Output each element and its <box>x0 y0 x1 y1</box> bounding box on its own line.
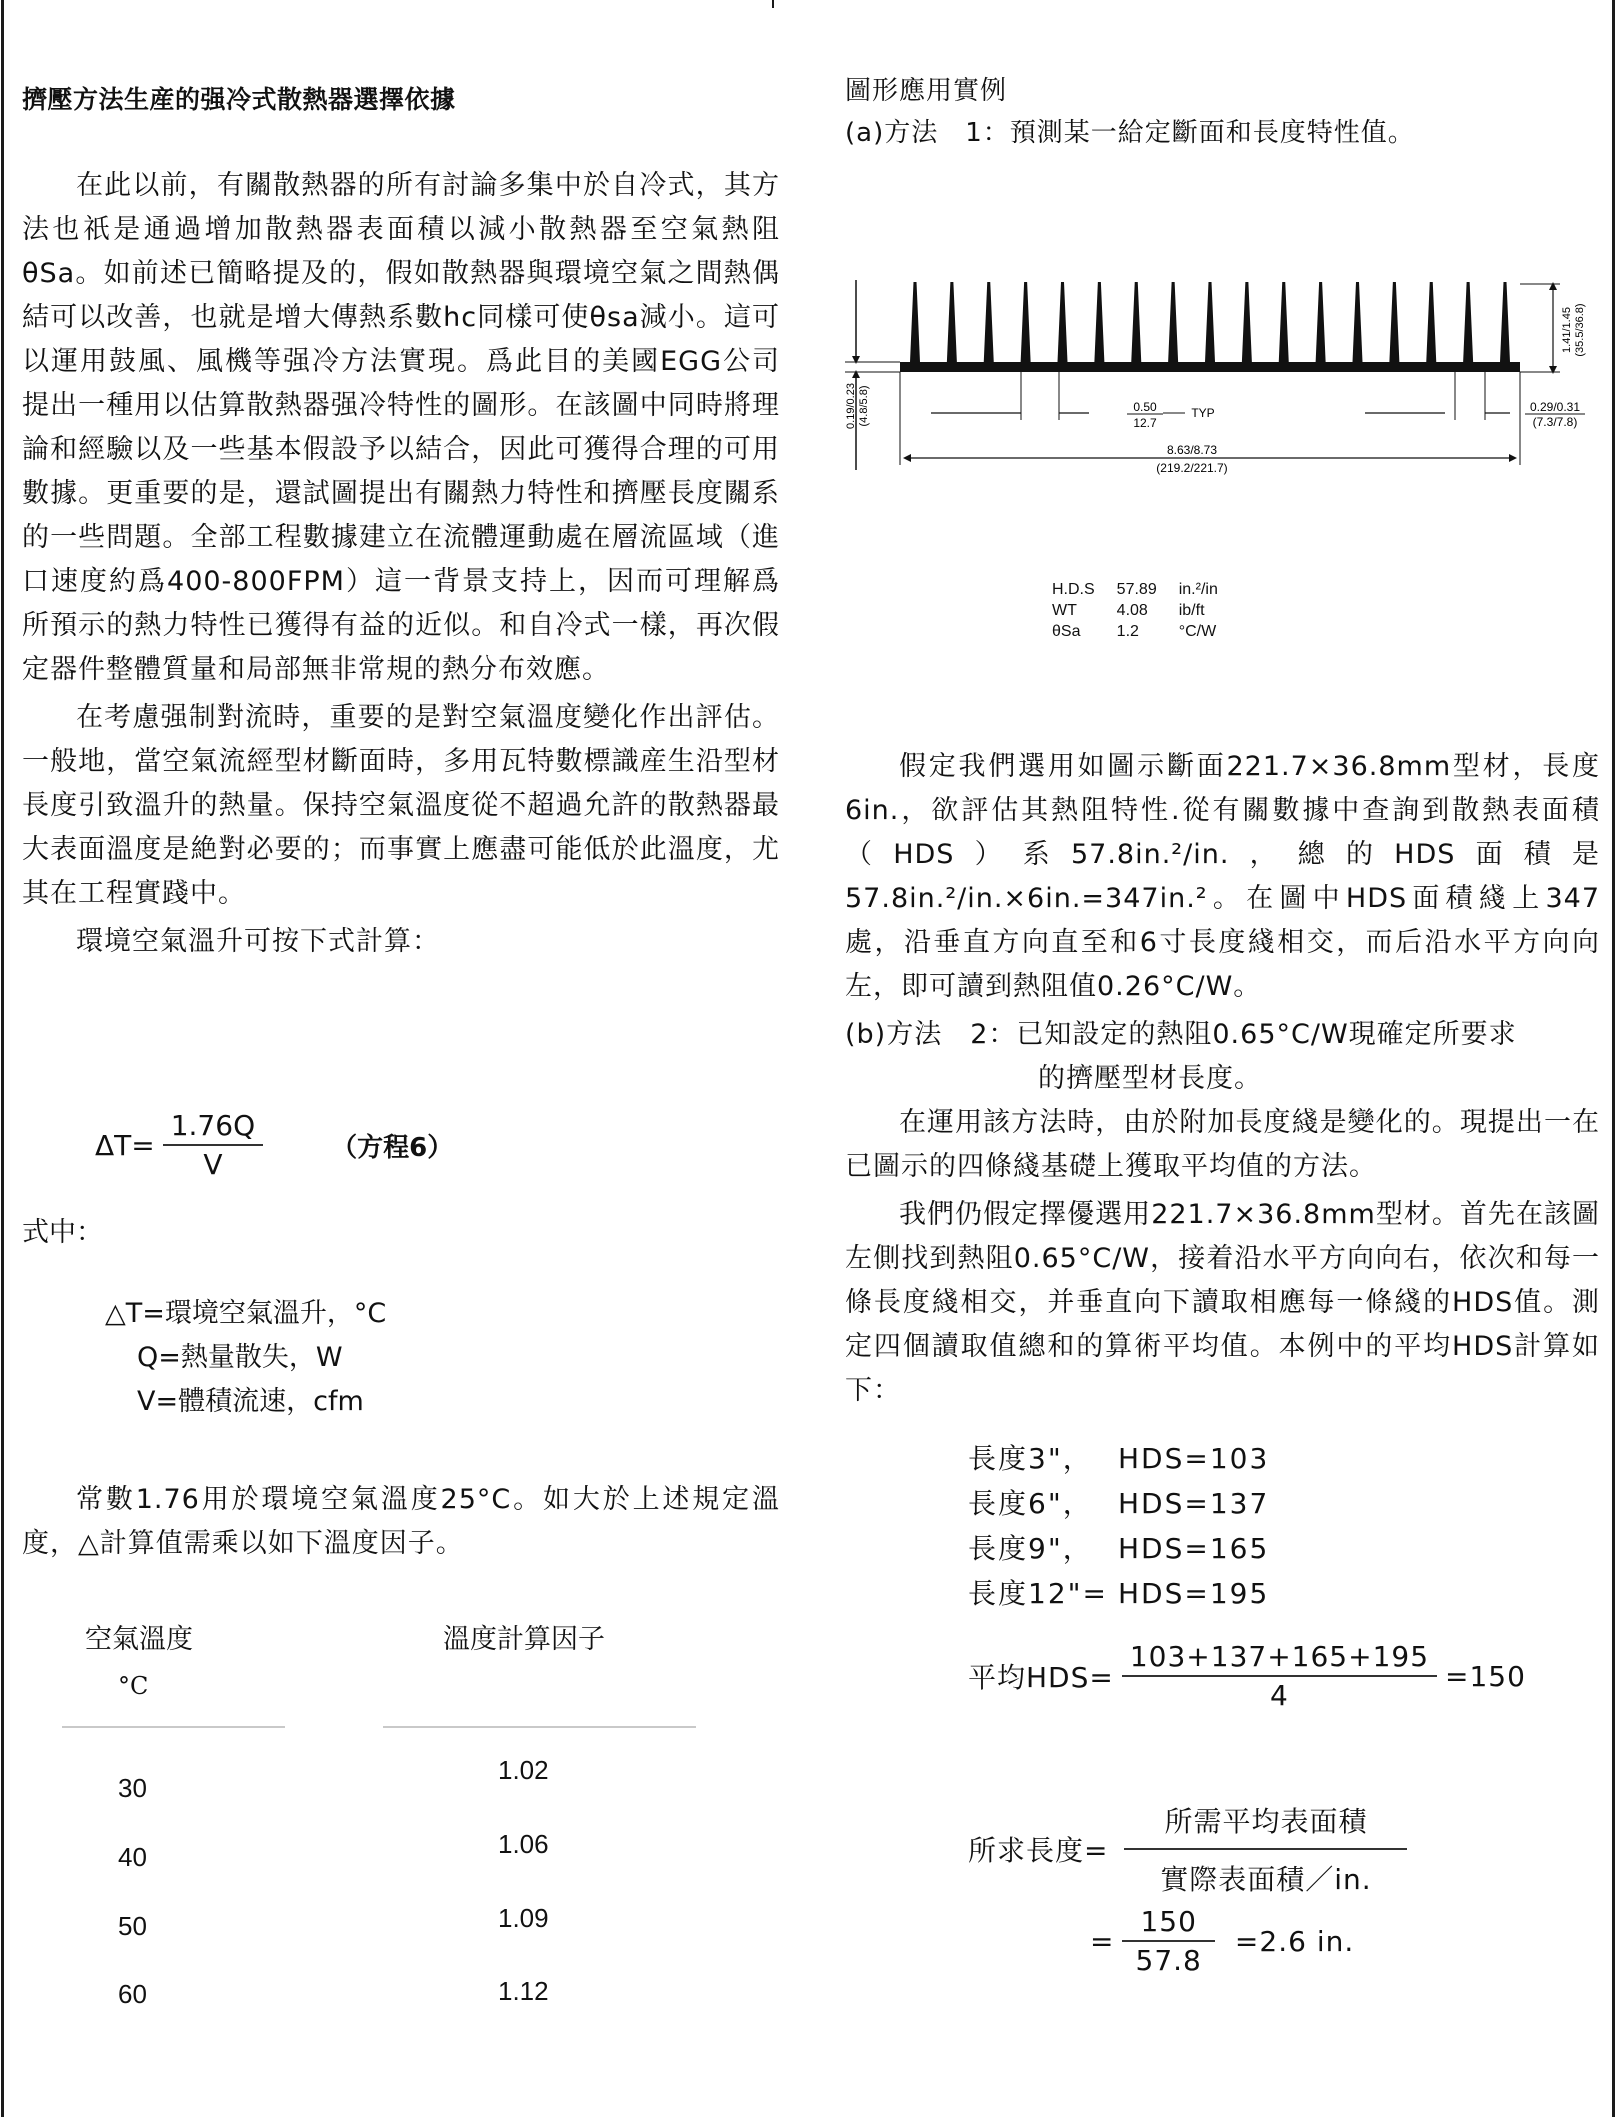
right-body <box>845 745 1600 1413</box>
method-b-paragraph-2: 我們仍假定擇優選用221.7×36.8mm型材。首先在該圖左側找到熱阻0.65°C/W，接着沿水平方向向右，依次和每一條長度綫相交，并垂直向下讀取相應每一條綫的HDS值。測定四個讀取值總和的算術平均值。本例中的平均HDS計算如下： <box>845 1199 1600 1406</box>
page-border-left <box>1 0 4 2117</box>
heatsink-fin <box>1500 282 1510 362</box>
heatsink-fin <box>910 282 920 362</box>
length-hds-list <box>968 1436 1269 1616</box>
heatsink-fin <box>1463 282 1473 362</box>
constant-paragraph-wrap <box>22 1478 780 1566</box>
hds-value: HDS=103 <box>1118 1442 1270 1475</box>
heatsink-fin <box>1242 282 1252 362</box>
req-fraction <box>1124 1800 1407 1898</box>
req-denominator: 實際表面積／in. <box>1160 1863 1372 1896</box>
dim-base-thickness: 0.19/0.23 <box>845 383 857 429</box>
heatsink-fin <box>1058 282 1068 362</box>
req2-numerator: 150 <box>1122 1905 1214 1942</box>
equation-numerator: 1.76Q <box>163 1109 263 1146</box>
heatsink-fin <box>1168 282 1178 362</box>
heatsink-fin <box>1021 282 1031 362</box>
heatsink-base <box>900 362 1520 372</box>
spec-unit: °C/W <box>1178 623 1217 640</box>
definition-delta-t: △T=環境空氣溫升，°C <box>105 1298 387 1329</box>
length-label: 長度12"= <box>968 1577 1108 1610</box>
variable-definitions <box>105 1292 386 1424</box>
dim-total-height: 1.41/1.45 <box>1561 307 1573 353</box>
table-header-factor: 溫度計算因子 <box>443 1624 605 1655</box>
list-item <box>968 1436 1269 1481</box>
hds-value: HDS=165 <box>1118 1532 1270 1565</box>
where-label: 式中： <box>22 1217 103 1248</box>
dim-typ-label: TYP <box>1191 406 1215 420</box>
heatsink-fin <box>984 282 994 362</box>
top-tick-mark <box>772 0 774 8</box>
heatsink-fin <box>1279 282 1289 362</box>
equation-fraction <box>163 1109 263 1181</box>
equation-lhs: ΔT= <box>95 1128 155 1162</box>
spec-value: 4.08 <box>1116 602 1148 619</box>
heatsink-fin <box>1316 282 1326 362</box>
table-cell-temp: 40 <box>118 1842 147 1872</box>
length-label: 長度3"， <box>968 1442 1093 1475</box>
heatsink-fins <box>910 282 1510 362</box>
heatsink-fin <box>1389 282 1399 362</box>
example-title: 圖形應用實例 <box>845 76 1008 106</box>
heatsink-fin <box>1353 282 1363 362</box>
method-a-paragraph: 假定我們選用如圖示斷面221.7×36.8mm型材，長度6in.，欲評估其熱阻特性.從有關數據中查詢到散熱表面積（HDS）系57.8in.²/in.，總的HDS面積是57.8in.²/in.×6in.=347in.²。在圖中HDS面積綫上347處，沿垂直方向直至和6寸長度綫相交，而后沿水平方向向左，即可讀到熱阻值0.26°C/W。 <box>845 751 1600 1002</box>
table-unit: °C <box>118 1672 149 1700</box>
required-length-equation <box>968 1800 1415 1898</box>
dim-total-height-mm: (35.5/36.8) <box>1574 303 1586 357</box>
right-column <box>845 70 1600 154</box>
heatsink-fin <box>1205 282 1215 362</box>
table-rule-left <box>62 1726 285 1728</box>
equation-label: （方程6） <box>331 1132 454 1163</box>
method-a-heading: (a)方法 1：預測某一給定斷面和長度特性值。 <box>845 118 1415 148</box>
list-item <box>968 1526 1269 1571</box>
list-item <box>968 1481 1269 1526</box>
heatsink-profile-svg <box>845 270 1605 500</box>
req2-result: =2.6 in. <box>1234 1924 1355 1958</box>
avg-fraction <box>1122 1640 1437 1712</box>
average-hds-equation <box>968 1640 1526 1712</box>
page-border-right <box>1612 0 1615 2117</box>
definition-v: V=體積流速，cfm <box>137 1386 364 1417</box>
table-cell-temp: 50 <box>118 1911 147 1941</box>
method-b-line2: 的擠壓型材長度。 <box>1038 1063 1262 1094</box>
heatsink-fin <box>1094 282 1104 362</box>
heatsink-fin <box>1131 282 1141 362</box>
forced-convection-paragraph: 在考慮强制對流時，重要的是對空氣溫度變化作出評估。一般地，當空氣流經型材斷面時，多用瓦特數標識産生沿型材長度引致溫升的熱量。保持空氣溫度從不超過允許的散熱器最大表面溫度是絶對必要的；而事實上應盡可能低於此溫度，尤其在工程實踐中。 <box>22 702 780 909</box>
required-length-result <box>1090 1905 1354 1977</box>
dim-fin-thickness-mm: (7.3/7.8) <box>1532 415 1578 429</box>
table-row <box>1052 601 1238 620</box>
length-label: 長度9"， <box>968 1532 1093 1565</box>
table-header-air-temp: 空氣溫度 <box>85 1624 193 1655</box>
method-b-paragraph-1: 在運用該方法時，由於附加長度綫是變化的。現提出一在已圖示的四條綫基礎上獲取平均值的方法。 <box>845 1107 1600 1182</box>
definition-q: Q=熱量散失，W <box>137 1342 343 1373</box>
table-cell-factor: 1.12 <box>498 1976 549 2006</box>
hds-value: HDS=137 <box>1118 1487 1270 1520</box>
list-item <box>968 1571 1269 1616</box>
formula-intro: 環境空氣溫升可按下式計算： <box>76 926 440 957</box>
table-rule-right <box>383 1726 696 1728</box>
heatsink-fin <box>947 282 957 362</box>
section-heading: 擠壓方法生産的强冷式散熱器選擇依據 <box>22 85 456 114</box>
dim-fin-pitch-mm: 12.7 <box>1133 416 1157 430</box>
avg-numerator: 103+137+165+195 <box>1122 1640 1437 1677</box>
table-row <box>1052 622 1238 641</box>
spec-unit: ib/ft <box>1178 602 1205 619</box>
spec-key: H.D.S <box>1052 581 1095 598</box>
avg-result: =150 <box>1445 1659 1526 1693</box>
method-b-line1: (b)方法 2：已知設定的熱阻0.65°C/W現確定所要求 <box>845 1019 1517 1050</box>
table-cell-temp: 60 <box>118 1979 147 2009</box>
table-cell-temp: 30 <box>118 1773 147 1803</box>
length-label: 長度6"， <box>968 1487 1093 1520</box>
spec-key: θSa <box>1052 623 1081 640</box>
table-cell-factor: 1.02 <box>498 1755 549 1785</box>
left-column <box>22 70 780 964</box>
dim-base-thickness-mm: (4.8/5.8) <box>858 385 870 427</box>
req2-denominator: 57.8 <box>1135 1944 1202 1977</box>
req-numerator: 所需平均表面積 <box>1124 1800 1407 1850</box>
req2-lhs: = <box>1090 1924 1115 1958</box>
intro-paragraph: 在此以前，有關散熱器的所有討論多集中於自冷式，其方法也祇是通過增加散熱器表面積以減小散熱器至空氣熱阻θSa。如前述已簡略提及的，假如散熱器與環境空氣之間熱偶結可以改善，也就是增大傳熱系數hc同樣可使θsa減小。這可以運用鼓風、風機等强冷方法實現。爲此目的美國EGG公司提出一種用以估算散熱器强冷特性的圖形。在該圖中同時將理論和經驗以及一些基本假設予以結合，因此可獲得合理的可用數據。更重要的是，還試圖提出有關熱力特性和擠壓長度關系的一些問題。全部工程數據建立在流體運動處在層流區域（進口速度約爲400-800FPM）這一背景支持上，因而可理解爲所預示的熱力特性已獲得有益的近似。和自冷式一樣，再次假定器件整體質量和局部無非常規的熱分布效應。 <box>22 170 780 685</box>
dim-fin-pitch: 0.50 <box>1133 400 1157 414</box>
avg-denominator: 4 <box>1270 1679 1289 1712</box>
avg-lhs: 平均HDS= <box>968 1661 1114 1694</box>
table-row <box>1052 580 1238 599</box>
table-cell-factor: 1.09 <box>498 1903 549 1933</box>
table-cell-factor: 1.06 <box>498 1829 549 1859</box>
spec-value: 1.2 <box>1116 623 1139 640</box>
equation-6 <box>95 1100 453 1190</box>
constant-paragraph: 常數1.76用於環境空氣溫度25°C。如大於上述規定溫度，△計算值需乘以如下溫度因子。 <box>22 1484 780 1559</box>
req-lhs: 所求長度= <box>968 1834 1109 1867</box>
heatsink-spec-table <box>1050 578 1240 643</box>
dim-overall-width: 8.63/8.73 <box>1166 443 1218 457</box>
method-b-heading <box>845 1013 1600 1101</box>
spec-value: 57.89 <box>1116 581 1157 598</box>
req2-fraction <box>1122 1905 1214 1977</box>
spec-key: WT <box>1052 602 1077 619</box>
spec-unit: in.²/in <box>1178 581 1218 598</box>
heatsink-fin <box>1426 282 1436 362</box>
dim-overall-width-mm: (219.2/221.7) <box>1156 461 1228 475</box>
heatsink-profile-diagram <box>845 270 1605 500</box>
dim-fin-thickness: 0.29/0.31 <box>1529 400 1581 414</box>
equation-denominator: V <box>203 1148 223 1181</box>
hds-value: HDS=195 <box>1118 1577 1270 1610</box>
